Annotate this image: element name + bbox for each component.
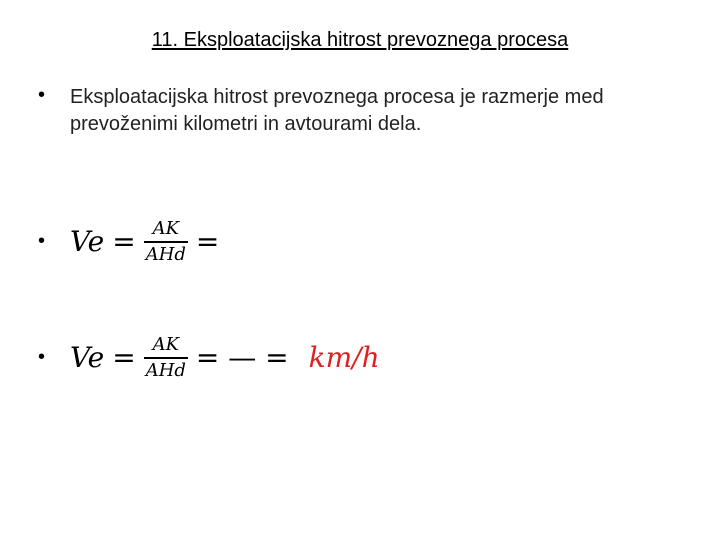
formula-row-1 — [38, 218, 227, 266]
unit-label: km/h — [308, 341, 380, 375]
fraction — [144, 334, 188, 382]
fraction — [144, 218, 188, 266]
slide-title-text: 11. Eksploatacijska hitrost prevoznega procesa — [151, 29, 569, 51]
fraction-denominator: AHd — [145, 359, 186, 381]
fraction-denominator: AHd — [145, 243, 186, 265]
formula-lhs: Ve — [70, 225, 105, 259]
fraction-numerator: AK — [152, 334, 180, 355]
bullet-marker: • — [38, 84, 46, 106]
trailing-operator: = — [195, 225, 220, 259]
formula-row-2 — [38, 334, 380, 382]
fraction-numerator: AK — [152, 218, 180, 239]
bullet-marker: • — [38, 230, 46, 253]
formula-lhs: Ve — [70, 341, 105, 375]
trailing-operators: = — = — [195, 341, 289, 375]
equals-sign: = — [112, 341, 136, 375]
equals-sign: = — [112, 225, 136, 259]
bullet-marker: • — [38, 346, 46, 369]
definition-paragraph: Eksploatacijska hitrost prevoznega procesa je razmerje med prevoženimi kilometri in avtourami dela. — [70, 86, 604, 135]
slide-title — [0, 27, 720, 53]
